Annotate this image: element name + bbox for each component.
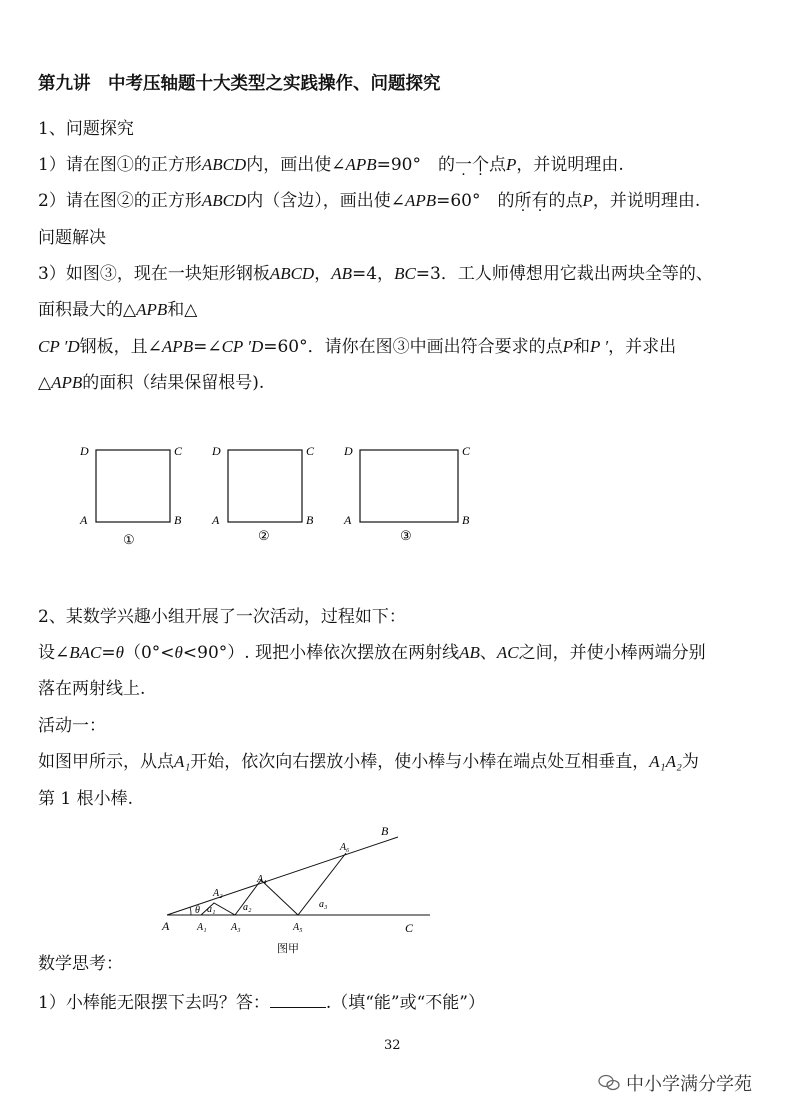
- fig-label-c: C: [405, 921, 414, 935]
- ray-ab: [167, 837, 398, 915]
- wechat-icon: [598, 1074, 620, 1092]
- fig3-label-a: A: [344, 513, 352, 527]
- section-2-heading: 2、某数学兴趣小组开展了一次活动，过程如下：: [38, 607, 406, 627]
- fig-label-a: A: [162, 919, 170, 933]
- figure-2: [211, 444, 315, 543]
- fig1-label-b: B: [174, 513, 182, 527]
- square-2: [228, 450, 302, 522]
- fig2-label-c: C: [306, 444, 315, 458]
- section-2-line-4: 第 1 根小棒.: [38, 789, 134, 809]
- fig3-number: ③: [400, 528, 412, 543]
- fig-label-a6: A₆: [340, 842, 350, 853]
- section-2-line-2: 落在两射线上.: [38, 679, 146, 699]
- figure-jia: [155, 822, 445, 957]
- fig-label-alpha1: a₁: [207, 904, 216, 915]
- figure-3: [343, 444, 471, 543]
- section-2-line-1: 设∠BAC=θ（0°<θ<90°）. 现把小棒依次摆放在两射线AB、AC之间，并使小棒两端分别: [38, 643, 706, 663]
- problem-solving-heading: 问题解决: [38, 228, 106, 248]
- fig2-number: ②: [258, 528, 270, 543]
- fig-label-alpha3: a₃: [319, 899, 328, 910]
- question-3-line-2: 面积最大的△APB和△: [38, 300, 198, 320]
- fig1-label-d: D: [80, 444, 89, 458]
- question-2: 2）请在图②的正方形ABCD内（含边），画出使∠APB=60° 的所有的点P，并说明理由.: [38, 191, 701, 211]
- fig3-label-c: C: [462, 444, 471, 458]
- fig1-label-a: A: [80, 513, 88, 527]
- math-thinking-heading: 数学思考：: [38, 954, 123, 974]
- answer-blank[interactable]: [270, 990, 326, 1008]
- activity-1-heading: 活动一：: [38, 716, 106, 736]
- fig-label-a2: A₂: [213, 888, 223, 899]
- rectangle-3: [360, 450, 458, 522]
- fig-label-a4: A₄: [257, 874, 267, 885]
- question-3-line-4: △APB的面积（结果保留根号).: [38, 373, 265, 393]
- theta-arc: [190, 907, 191, 915]
- fig-label-b: B: [381, 824, 389, 838]
- watermark-text: 中小学满分学苑: [626, 1074, 752, 1095]
- fig2-label-d: D: [212, 444, 221, 458]
- thinking-question-1: 1）小棒能无限摆下去吗？答： .（填“能”或“不能”）: [38, 990, 485, 1014]
- question-3-line-3: CP ′D钢板，且∠APB=∠CP ′D=60°．请你在图③中画出符合要求的点P和P ′，并求出: [38, 337, 677, 357]
- fig-caption: 图甲: [277, 942, 299, 955]
- fig3-label-b: B: [462, 513, 470, 527]
- question-3-line-1: 3）如图③，现在一块矩形钢板ABCD，AB=4，BC=3．工人师傅想用它裁出两块全等的、: [38, 264, 713, 284]
- fig-label-theta: θ: [195, 905, 200, 916]
- fig1-label-c: C: [174, 444, 183, 458]
- fig-label-a3: A₃: [231, 922, 241, 933]
- watermark: [598, 1070, 752, 1096]
- section-2-line-3: 如图甲所示，从点A₁开始，依次向右摆放小棒，使小棒与小棒在端点处互相垂直，A₁A₂为: [38, 752, 699, 772]
- question-1: 1）请在图①的正方形ABCD内，画出使∠APB=90° 的一个点P，并说明理由.: [38, 155, 624, 175]
- fig-label-a5: A₅: [293, 922, 303, 933]
- page-title: 第九讲 中考压轴题十大类型之实践操作、问题探究: [38, 74, 441, 94]
- section-1-heading: 1、问题探究: [38, 119, 134, 139]
- fig-label-a1: A₁: [197, 922, 207, 933]
- fig1-number: ①: [123, 532, 135, 547]
- figure-1: [79, 444, 183, 547]
- fig-label-alpha2: a₂: [243, 902, 252, 913]
- fig3-label-d: D: [344, 444, 353, 458]
- fig2-label-b: B: [306, 513, 314, 527]
- page-number: 32: [384, 1038, 401, 1053]
- square-figures: [70, 438, 490, 553]
- square-1: [96, 450, 170, 522]
- fig2-label-a: A: [212, 513, 220, 527]
